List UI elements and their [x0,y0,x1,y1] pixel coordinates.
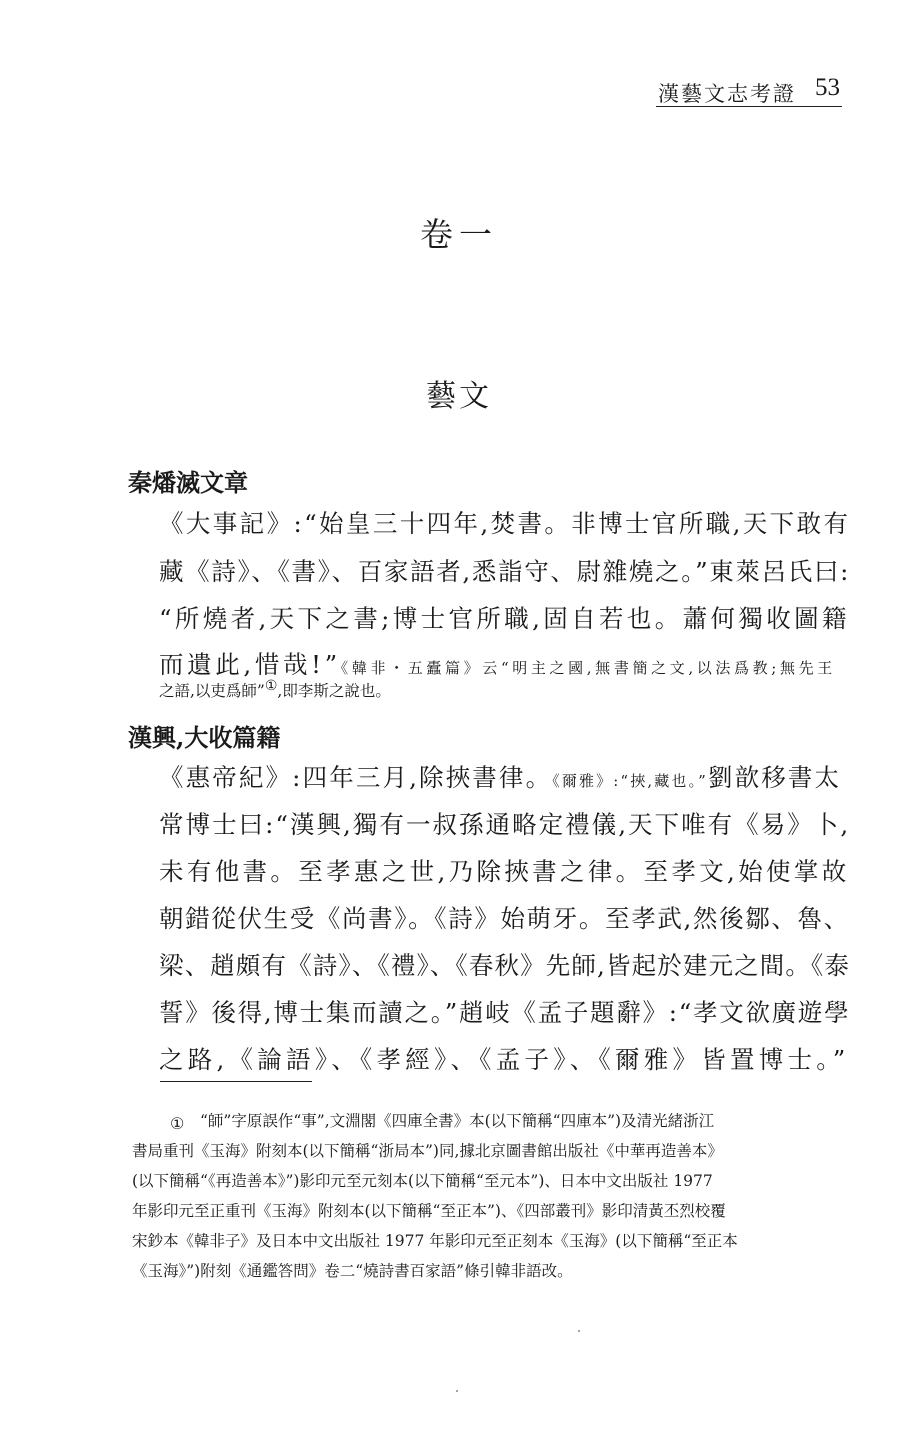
footnote-line: 書局重刊《玉海》附刻本(以下簡稱“浙局本”)同,據北京圖書館出版社《中華再造善本》 [132,1142,723,1160]
footnote-marker: ① [170,1114,185,1133]
volume-title: 卷一 [420,215,498,254]
scan-speck [456,1390,458,1392]
text-line: 梁、趙頗有《詩》、《禮》、《春秋》先師,皆起於建元之間。《泰 [159,951,851,980]
text-line: 朝錯從伏生受《尚書》。《詩》始萌牙。至孝武,然後鄒、魯、 [159,904,850,933]
footnote-line: 《玉海》”)附刻《通鑑答問》卷二“燒詩書百家語”條引韓非語改。 [132,1262,573,1280]
footnote-line: 宋鈔本《韓非子》及日本中文出版社 1977 年影印元至正刻本《玉海》(以下簡稱“至正本 [132,1232,738,1250]
footnote-line: “師”字原誤作“事”,文淵閣《四庫全書》本(以下簡稱“四庫本”)及清光緒浙江 [200,1112,715,1130]
main-text: 《惠帝紀》:四年三月,除挾書律。 [159,763,553,792]
text-line: 之路,《論語》、《孝經》、《孟子》、《爾雅》皆置博士。” [159,1045,850,1074]
note-line [159,677,391,700]
running-header [656,74,842,107]
text-line-mixed [159,763,842,792]
text-line: 藏《詩》、《書》、百家語者,悉詣守、尉雜燒之。”東萊呂氏曰: [159,557,851,586]
inline-note: 《爾雅》:“挾,藏也。” [552,772,708,790]
note-text: ,即李斯之說也。 [277,682,391,700]
note-text: 之語,以吏爲師” [159,682,265,700]
text-line: 未有他書。至孝惠之世,乃除挾書之律。至孝文,始使掌故 [159,857,850,886]
text-line: 誓》後得,博士集而讀之。”趙岐《孟子題辭》:“孝文欲廣遊學 [159,998,851,1027]
footnote-line: 年影印元至正重刊《玉海》附刻本(以下簡稱“至正本”)、《四部叢刊》影印清黃丕烈校覆 [132,1202,726,1220]
main-text: 而遺此,惜哉!” [159,650,341,679]
entry-heading: 漢興,大收篇籍 [128,723,281,752]
text-line: “所燒者,天下之書;博士官所職,固自若也。蕭何獨收圖籍 [159,604,850,633]
footnote-line: (以下簡稱“《再造善本》”)影印元至元刻本(以下簡稱“至元本”)、日本中文出版社 1977 [132,1172,713,1190]
entry-heading: 秦燔滅文章 [128,468,248,497]
section-title: 藝文 [426,379,492,414]
main-text: 劉歆移書太 [707,763,842,792]
page-number: 53 [815,74,840,101]
footnote-ref-marker[interactable]: ① [264,677,278,694]
running-title: 漢藝文志考證 [658,82,796,106]
text-line-mixed [159,650,836,679]
footnote-rule [160,1081,312,1082]
inline-note: 《韓非・五蠹篇》云“明主之國,無書簡之文,以法爲教;無先王 [340,659,836,677]
text-line: 常博士曰:“漢興,獨有一叔孫通略定禮儀,天下唯有《易》卜, [159,810,851,839]
text-line: 《大事記》:“始皇三十四年,焚書。非博士官所職,天下敢有 [159,509,851,538]
scan-speck [578,1330,580,1332]
